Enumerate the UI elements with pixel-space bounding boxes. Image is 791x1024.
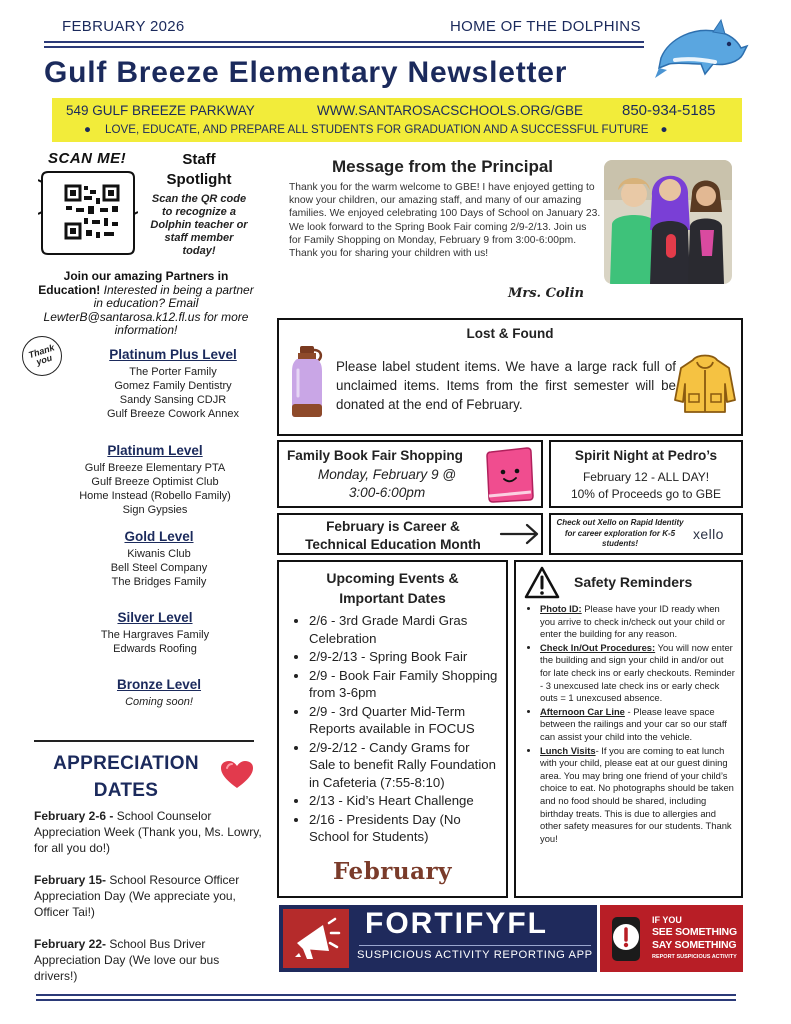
partner-level-title: Bronze Level bbox=[116, 677, 202, 692]
jacket-icon bbox=[673, 354, 737, 414]
warning-icon bbox=[524, 566, 560, 600]
lost-found-box bbox=[277, 318, 743, 436]
partners-intro-italic[interactable]: Interested in being a partner in education? Email LewterB@santarosa.k12.fl.us for more information! bbox=[43, 282, 254, 337]
events-title bbox=[279, 568, 506, 608]
events-list bbox=[287, 612, 499, 847]
event-item: • 2/6 - 3rd Grade Mardi Gras Celebration bbox=[309, 612, 499, 647]
spirit-night-box bbox=[549, 440, 743, 508]
career-box bbox=[277, 513, 543, 555]
appreciation-title-2: DATES bbox=[93, 780, 159, 801]
career-text bbox=[281, 518, 505, 554]
appreciation-title bbox=[40, 750, 212, 804]
safety-item-head: Photo ID: bbox=[540, 603, 582, 614]
safety-item-text: - If you are coming to eat lunch with your child, please eat at our guest dining area. You may bring one friend of your child’s choice to eat. No photographs should be taken and no food should be shared, including birthday treats. This is due to allergies and other safety measures for our students. Thank you! bbox=[540, 744, 734, 844]
if-you-text: IF YOU bbox=[652, 915, 682, 925]
partner-level bbox=[44, 677, 274, 709]
partner-level bbox=[40, 443, 270, 517]
event-item: • 2/13 - Kid’s Heart Challenge bbox=[309, 792, 499, 810]
xello-box bbox=[549, 513, 743, 555]
partner-name: The Porter Family bbox=[129, 366, 217, 378]
fortify-name: FORTIFYFL bbox=[365, 907, 548, 940]
fortify-tagline: SUSPICIOUS ACTIVITY REPORTING APP bbox=[357, 949, 593, 961]
school-phone: 850-934-5185 bbox=[622, 102, 716, 119]
fortifyfl-banner[interactable] bbox=[279, 905, 597, 972]
safety-item-head: Check In/Out Procedures: bbox=[540, 641, 656, 653]
appreciation-item bbox=[34, 936, 262, 984]
safety-item-text: - Please leave space between the railings and your car so our staff can assist your child into the vehicle. bbox=[540, 705, 727, 742]
partner-level-title: Platinum Level bbox=[107, 443, 203, 458]
partner-name: Edwards Roofing bbox=[113, 643, 197, 655]
partner-level bbox=[58, 347, 288, 421]
bullet-icon: ● bbox=[84, 123, 92, 136]
issue-date: FEBRUARY 2026 bbox=[62, 18, 185, 35]
partner-name: Gulf Breeze Optimist Club bbox=[91, 476, 219, 488]
appreciation-list bbox=[34, 808, 262, 984]
career-line-1: February is Career & bbox=[326, 519, 460, 534]
alert-phone-icon bbox=[604, 915, 648, 963]
see-something-text: SEE SOMETHING bbox=[652, 926, 737, 938]
partners-intro-bold: Join our amazing Partners in Education! bbox=[38, 269, 229, 297]
safety-item-head: Lunch Visits bbox=[540, 744, 596, 756]
book-fair-title: Family Book Fair Shopping bbox=[287, 448, 463, 463]
school-address: 549 GULF BREEZE PARKWAY bbox=[66, 103, 255, 118]
partner-name: Sandy Sansing CDJR bbox=[119, 394, 227, 406]
heart-icon bbox=[220, 760, 254, 790]
appreciation-date: February 15- bbox=[34, 873, 107, 887]
spirit-night-detail: 10% of Proceeds go to GBE bbox=[570, 487, 722, 501]
bullet-icon: ● bbox=[660, 123, 668, 136]
safety-item bbox=[540, 603, 736, 641]
event-item: • 2/9 - 3rd Quarter Mid-Term Reports available in FOCUS bbox=[309, 703, 499, 738]
appreciation-item bbox=[34, 808, 262, 856]
appreciation-text: School Resource Officer Appreciation Day (We appreciate you, Officer Tai!) bbox=[34, 873, 240, 919]
arrow-right-icon bbox=[499, 523, 541, 545]
staff-photo bbox=[604, 160, 732, 284]
book-icon bbox=[483, 446, 537, 504]
principal-title: Message from the Principal bbox=[331, 157, 554, 176]
event-item: • 2/16 - Presidents Day (No School for Students) bbox=[309, 811, 499, 846]
book-fair-time: 3:00-6:00pm bbox=[348, 485, 426, 500]
see-something-banner[interactable] bbox=[600, 905, 743, 972]
spotlight-title-1: Staff bbox=[182, 151, 216, 168]
lost-found-text: Please label student items. We have a large rack full of unclaimed items. Items from the first semester will be donated at the end of February. bbox=[336, 359, 676, 412]
partner-name: Gulf Breeze Elementary PTA bbox=[84, 462, 226, 474]
safety-item-text: Please have your ID ready when you arrive to check in/check out your child or enter the building for any reason. bbox=[540, 603, 725, 640]
water-bottle-icon bbox=[289, 346, 325, 418]
spirit-night-title: Spirit Night at Pedro’s bbox=[574, 448, 718, 463]
mission-text: LOVE, EDUCATE, AND PREPARE ALL STUDENTS FOR GRADUATION AND A SUCCESSFUL FUTURE bbox=[105, 123, 649, 136]
lost-found-title: Lost & Found bbox=[466, 326, 554, 341]
qr-code-icon[interactable] bbox=[38, 168, 138, 258]
appreciation-item bbox=[34, 872, 262, 920]
qr-panel bbox=[30, 148, 140, 266]
event-item: • 2/9-2/13 - Spring Book Fair bbox=[309, 648, 499, 666]
appreciation-title-1: APPRECIATION bbox=[53, 753, 199, 774]
february-graphic: February bbox=[332, 858, 452, 885]
partner-name: Bell Steel Company bbox=[110, 562, 208, 574]
partner-level-title: Silver Level bbox=[117, 610, 193, 625]
appreciation-text: School Counselor Appreciation Week (Thank you, Ms. Lowry, for all you do!) bbox=[34, 809, 262, 855]
principal-signature: Mrs. Colin bbox=[508, 286, 584, 301]
thank-you-stamp bbox=[22, 336, 62, 376]
say-something-text: SAY SOMETHING bbox=[652, 939, 737, 951]
school-motto: HOME OF THE DOLPHINS bbox=[450, 18, 641, 35]
partner-name: The Bridges Family bbox=[111, 576, 207, 588]
partner-level-title: Gold Level bbox=[124, 529, 194, 544]
event-item: • 2/9-2/12 - Candy Grams for Sale to benefit Rally Foundation in Cafeteria (7:55-8:10) bbox=[309, 739, 499, 792]
safety-title: Safety Reminders bbox=[574, 574, 693, 590]
book-fair-date: Monday, February 9 @ bbox=[317, 467, 457, 482]
event-item: • 2/9 - Book Fair Family Shopping from 3-6pm bbox=[309, 667, 499, 702]
appreciation-text: School Bus Driver Appreciation Day (We love our bus drivers!) bbox=[34, 937, 220, 983]
safety-item bbox=[540, 745, 736, 846]
newsletter-title: Gulf Breeze Elementary Newsletter bbox=[44, 56, 568, 89]
principal-message: Thank you for the warm welcome to GBE! I have enjoyed getting to know your children, our amazing staff, and many of our amazing families. We enjoyed celebrating 100 Days of School on January 23. We look forward to the Spring Book Fair coming 2/9-2/13. Join us for Family Shopping on Monday, February 9 from 3:00-6:00pm. Thank you for sharing your children with us! bbox=[289, 182, 601, 260]
events-box bbox=[277, 560, 508, 898]
report-text: REPORT SUSPICIOUS ACTIVITY bbox=[652, 954, 737, 960]
thank-you-text: Thank you bbox=[27, 342, 56, 368]
partner-level bbox=[44, 529, 274, 589]
partner-level-title: Platinum Plus Level bbox=[109, 347, 237, 362]
spotlight-title-2: Spotlight bbox=[166, 171, 232, 188]
safety-box bbox=[514, 560, 743, 898]
career-line-2: Technical Education Month bbox=[305, 537, 481, 552]
appreciation-date: February 22- bbox=[34, 937, 107, 951]
partner-name: Kiwanis Club bbox=[127, 548, 191, 560]
fortify-logo-block bbox=[283, 909, 349, 968]
partner-name: Coming soon! bbox=[125, 696, 193, 708]
safety-item-text: You will now enter the building and sign your child in and/or out for late check ins or early checkouts. Reminder - 3 unexcused late check ins or early check outs = 1 unexcused absence. bbox=[540, 641, 735, 704]
appreciation-date: February 2-6 - bbox=[34, 809, 114, 823]
partner-name: Gulf Breeze Cowork Annex bbox=[106, 408, 240, 420]
events-title-2: Important Dates bbox=[339, 590, 446, 606]
xello-logo[interactable]: xello bbox=[693, 526, 724, 542]
partner-name: Home Instead (Robello Family) bbox=[79, 490, 231, 502]
xello-text: Check out Xello on Rapid Identity for career exploration for K-5 students! bbox=[556, 518, 684, 548]
partner-level bbox=[40, 610, 270, 656]
safety-list bbox=[526, 603, 736, 846]
staff-spotlight bbox=[140, 150, 258, 258]
spotlight-text: Scan the QR code to recognize a Dolphin teacher or staff member today! bbox=[150, 193, 248, 257]
scan-me-label: SCAN ME! bbox=[48, 150, 127, 167]
partners-intro bbox=[32, 270, 260, 338]
events-title-1: Upcoming Events & bbox=[326, 570, 459, 586]
safety-item bbox=[540, 642, 736, 705]
mission-line bbox=[84, 123, 724, 136]
partner-name: The Hargraves Family bbox=[100, 629, 210, 641]
school-website[interactable]: WWW.SANTAROSACSCHOOLS.ORG/GBE bbox=[317, 103, 584, 118]
spirit-night-date: February 12 - ALL DAY! bbox=[582, 470, 710, 484]
book-fair-box bbox=[277, 440, 543, 508]
info-banner bbox=[52, 98, 742, 142]
safety-item-head: Afternoon Car Line bbox=[540, 705, 625, 717]
safety-item bbox=[540, 706, 736, 744]
partner-name: Sign Gypsies bbox=[122, 504, 188, 516]
megaphone-icon bbox=[289, 915, 343, 962]
partner-name: Gomez Family Dentistry bbox=[114, 380, 232, 392]
